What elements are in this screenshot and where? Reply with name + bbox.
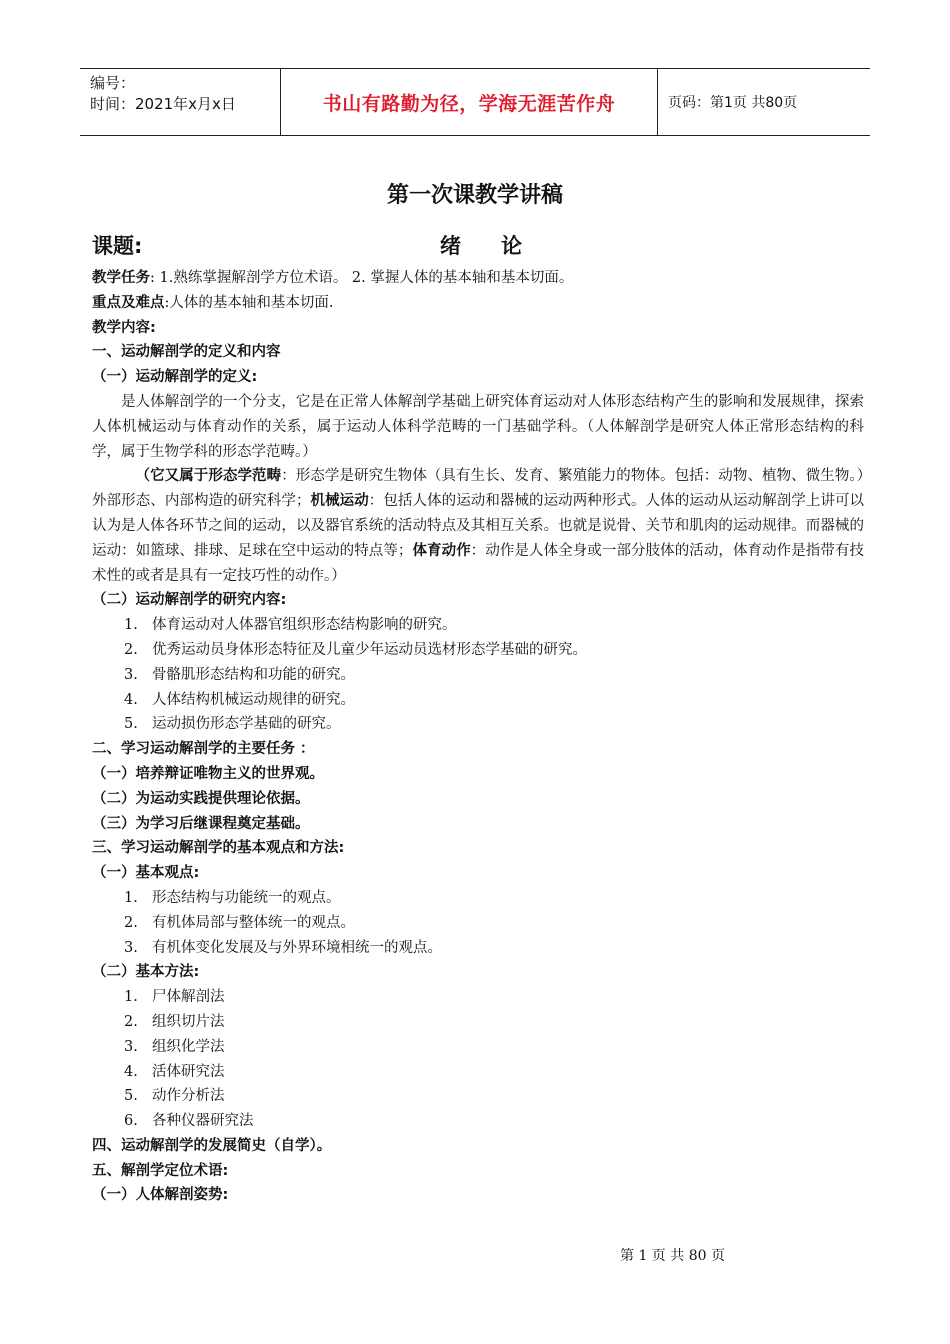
- document-header: [80, 68, 870, 136]
- morphology-text: ：形态学是研究生物体（具有生长、发育、繁殖能力的物体。包括：动物、植物、微生物。）外部形态、内部构造的研究科学；: [92, 468, 864, 510]
- list-item: 5. 动作分析法: [124, 1088, 225, 1105]
- header-meta: [80, 69, 281, 136]
- sports-action-label: 体育动作: [412, 542, 471, 559]
- header-motto-cell: [281, 69, 658, 136]
- page-footer: 第 1 页 共 80 页: [620, 1248, 725, 1264]
- date-label: 时间：2021年x月x日: [90, 95, 236, 113]
- teaching-task: [92, 266, 864, 291]
- content-label: 教学内容:: [92, 319, 156, 336]
- morphology-label: （它又属于形态学范畴: [135, 468, 282, 485]
- list-item: 2. 优秀运动员身体形态特征及儿童少年运动员选材形态学基础的研究。: [124, 641, 587, 658]
- key-points: [92, 291, 864, 316]
- section-1-heading: 一、运动解剖学的定义和内容: [92, 344, 281, 361]
- teaching-task-text: : 1.熟练掌握解剖学方位术语。 2. 掌握人体的基本轴和基本切面。: [150, 270, 574, 286]
- extended-paragraph: [92, 464, 864, 588]
- code-label: 编号：: [90, 74, 136, 92]
- list-item: 4. 人体结构机械运动规律的研究。: [124, 691, 355, 708]
- definition-paragraph: 是人体解剖学的一个分支，它是在正常人体解剖学基础上研究体育运动对人体形态结构产生的影响和发展规律，探索人体机械运动与体育动作的关系，属于运动人体科学范畴的一门基础学科。（人体解剖学是研究人体正常形态结构的科学，属于生物学科的形态学范畴。）: [92, 393, 864, 460]
- lecture-content: [92, 266, 864, 1208]
- page-title: 第一次课教学讲稿: [386, 182, 563, 208]
- sports-action-text: ：动作是人体全身或一部分肢体的活动，体育动作是指带有技术性的或者是具有一定技巧性的动作。）: [92, 542, 865, 584]
- section-5-sub-1: （一）人体解剖姿势:: [92, 1187, 229, 1204]
- section-2-item-2: （二）为运动实践提供理论依据。: [92, 790, 310, 807]
- list-item: 6. 各种仪器研究法: [124, 1113, 254, 1130]
- section-1-sub-1: （一）运动解剖学的定义:: [92, 369, 258, 386]
- list-item: 1. 形态结构与功能统一的观点。: [124, 889, 341, 906]
- header-motto: 书山有路勤为径，学海无涯苦作舟: [322, 92, 616, 115]
- section-3-heading: 三、学习运动解剖学的基本观点和方法:: [92, 840, 345, 857]
- section-1-sub-2: （二）运动解剖学的研究内容:: [92, 592, 287, 609]
- teaching-task-label: 教学任务: [92, 270, 150, 286]
- key-points-label: 重点及难点: [92, 294, 165, 311]
- list-item: 3. 组织化学法: [124, 1038, 225, 1055]
- section-3-sub-1: （一）基本观点:: [92, 865, 200, 882]
- topic-value: 绪论: [440, 233, 562, 258]
- mechanical-motion-label: 机械运动: [310, 493, 369, 510]
- section-4-heading: 四、运动解剖学的发展简史（自学）。: [92, 1137, 332, 1154]
- section-2-item-3: （三）为学习后继课程奠定基础。: [92, 815, 310, 832]
- section-5-heading: 五、解剖学定位术语:: [92, 1162, 229, 1179]
- mechanical-motion-text: ：包括人体的运动和器械的运动两种形式。人体的运动从运动解剖学上讲可以认为是人体各环节之间的运动，以及器官系统的活动特点及其相互关系。也就是说骨、关节和肌肉的运动规律。而器械的运动：如篮球、排球、足球在空中运动的特点等；: [92, 493, 865, 559]
- list-item: 3. 有机体变化发展及与外界环境相统一的观点。: [124, 939, 442, 956]
- list-item: 2. 组织切片法: [124, 1013, 225, 1030]
- list-item: 5. 运动损伤形态学基础的研究。: [124, 716, 341, 733]
- section-2-item-1: （一）培养辩证唯物主义的世界观。: [92, 765, 324, 782]
- list-item: 1. 体育运动对人体器官组织形态结构影响的研究。: [124, 617, 457, 634]
- header-page-info: 页码：第1页 共80页: [658, 69, 871, 136]
- key-points-text: :人体的基本轴和基本切面.: [164, 294, 334, 311]
- list-item: 1. 尸体解剖法: [124, 989, 225, 1006]
- list-item: 2. 有机体局部与整体统一的观点。: [124, 914, 355, 931]
- list-item: 4. 活体研究法: [124, 1063, 225, 1080]
- section-2-heading: 二、学习运动解剖学的主要任务 ：: [92, 741, 315, 758]
- list-item: 3. 骨骼肌形态结构和功能的研究。: [124, 666, 355, 683]
- topic-label: 课题:: [92, 234, 143, 258]
- section-3-sub-2: （二）基本方法:: [92, 964, 200, 981]
